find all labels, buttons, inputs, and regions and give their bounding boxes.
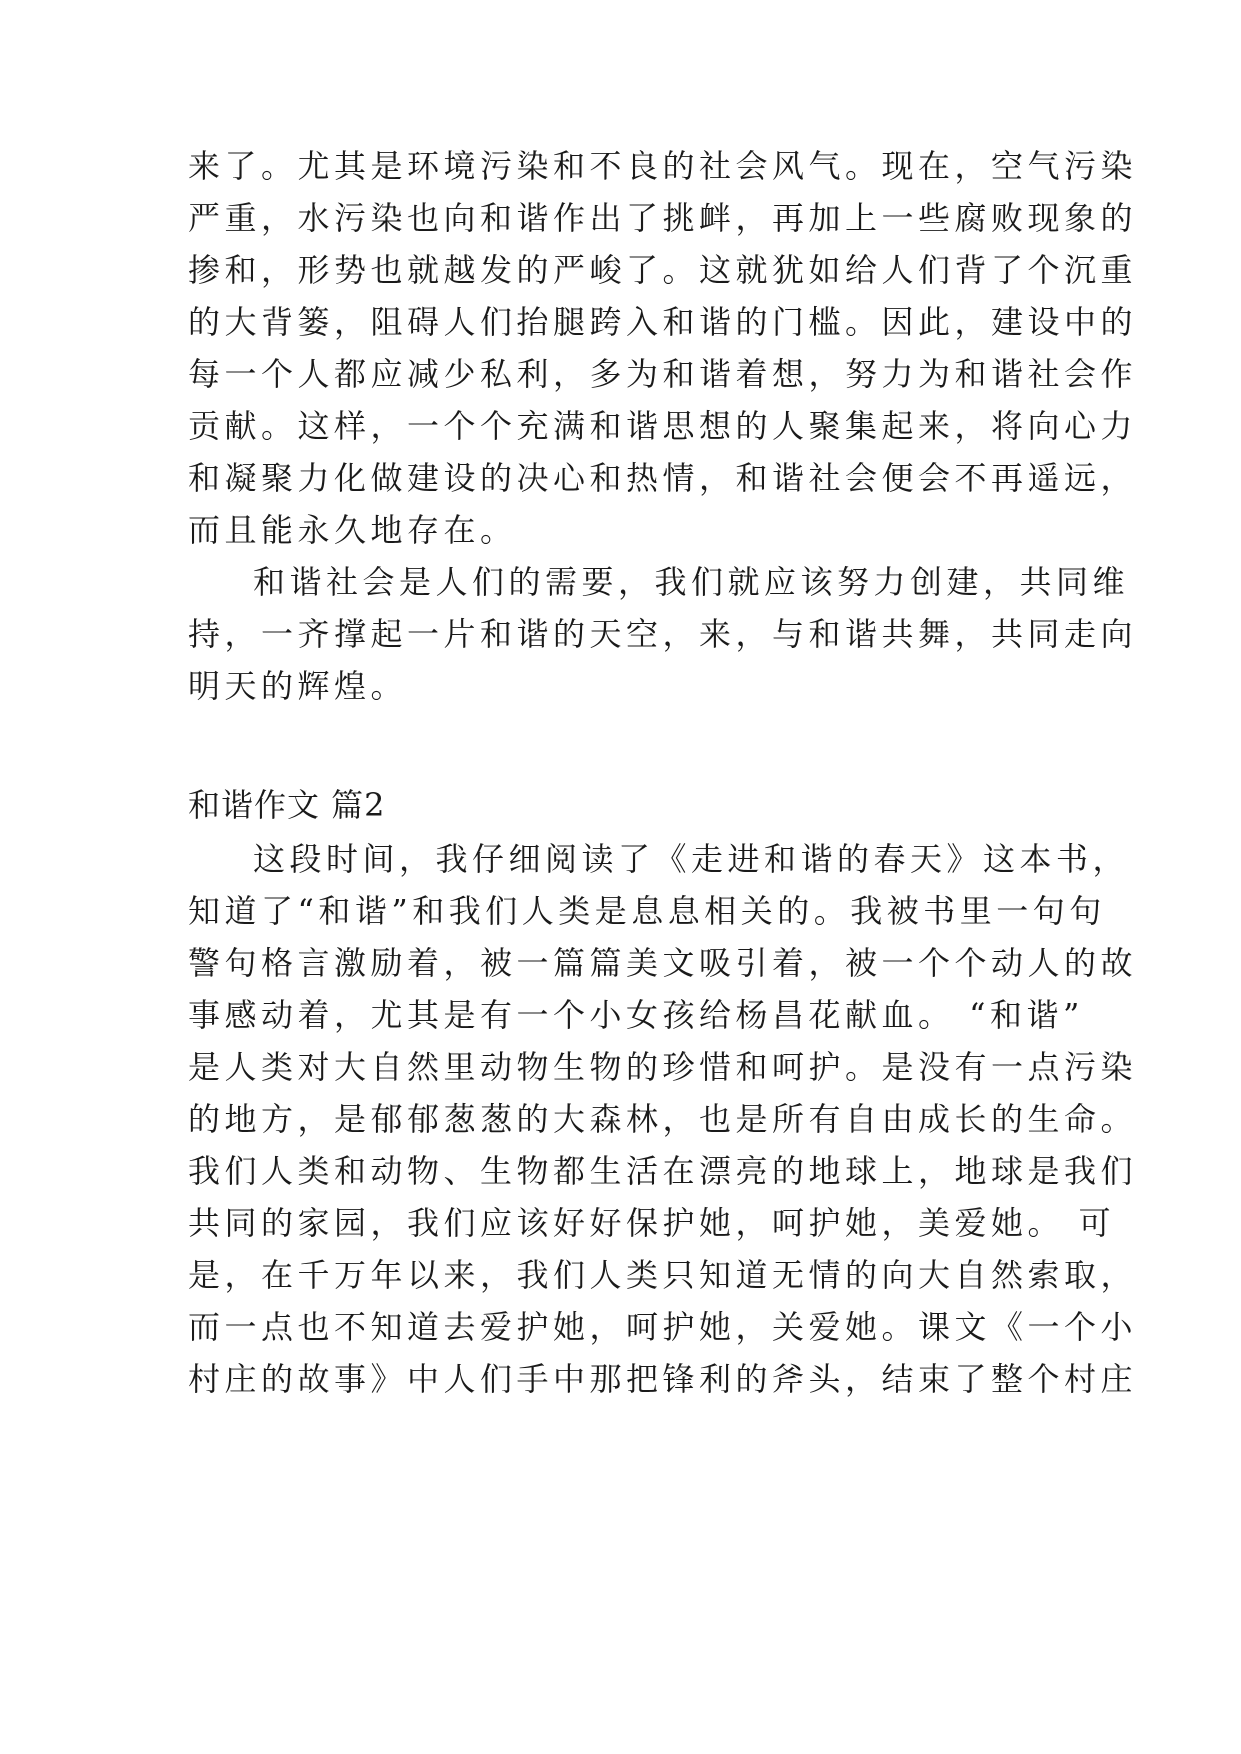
text-line: 知道了“和谐”和我们人类是息息相关的。我被书里一句句 bbox=[188, 892, 1106, 930]
text-line: 而一点也不知道去爱护她，呵护她，关爱她。课文《一个小 bbox=[188, 1308, 1138, 1346]
text-line: 每一个人都应减少私利，多为和谐着想，努力为和谐社会作 bbox=[188, 355, 1138, 393]
text-line: 是，在千万年以来，我们人类只知道无情的向大自然索取， bbox=[188, 1256, 1138, 1294]
text-line: 村庄的故事》中人们手中那把锋利的斧头，结束了整个村庄 bbox=[188, 1360, 1138, 1398]
text-line: 事感动着，尤其是有一个小女孩给杨昌花献血。 “和谐” bbox=[188, 996, 1084, 1034]
text-line: 警句格言激励着，被一篇篇美文吸引着，被一个个动人的故 bbox=[188, 944, 1138, 982]
text-line: 我们人类和动物、生物都生活在漂亮的地球上，地球是我们 bbox=[188, 1152, 1138, 1190]
text-line: 的大背篓，阻碍人们抬腿跨入和谐的门槛。因此，建设中的 bbox=[188, 303, 1138, 341]
text-line: 和谐社会是人们的需要，我们就应该努力创建，共同维 bbox=[253, 563, 1130, 601]
text-line: 持，一齐撑起一片和谐的天空，来，与和谐共舞，共同走向 bbox=[188, 615, 1138, 653]
text-line: 严重，水污染也向和谐作出了挑衅，再加上一些腐败现象的 bbox=[188, 199, 1138, 237]
text-line: 而且能永久地存在。 bbox=[188, 511, 517, 549]
section-heading: 和谐作文 篇2 bbox=[188, 786, 386, 824]
text-line: 掺和，形势也就越发的严峻了。这就犹如给人们背了个沉重 bbox=[188, 251, 1138, 289]
text-line: 是人类对大自然里动物生物的珍惜和呵护。是没有一点污染 bbox=[188, 1048, 1138, 1086]
text-line: 这段时间，我仔细阅读了《走进和谐的春天》这本书， bbox=[253, 840, 1130, 878]
text-line: 的地方，是郁郁葱葱的大森林，也是所有自由成长的生命。 bbox=[188, 1100, 1138, 1138]
text-line: 和凝聚力化做建设的决心和热情，和谐社会便会不再遥远， bbox=[188, 459, 1138, 497]
text-line: 明天的辉煌。 bbox=[188, 667, 408, 705]
text-line: 共同的家园，我们应该好好保护她，呵护她，美爱她。 可 bbox=[188, 1204, 1116, 1242]
text-line: 来了。尤其是环境污染和不良的社会风气。现在，空气污染 bbox=[188, 147, 1138, 185]
text-line: 贡献。这样，一个个充满和谐思想的人聚集起来，将向心力 bbox=[188, 407, 1138, 445]
